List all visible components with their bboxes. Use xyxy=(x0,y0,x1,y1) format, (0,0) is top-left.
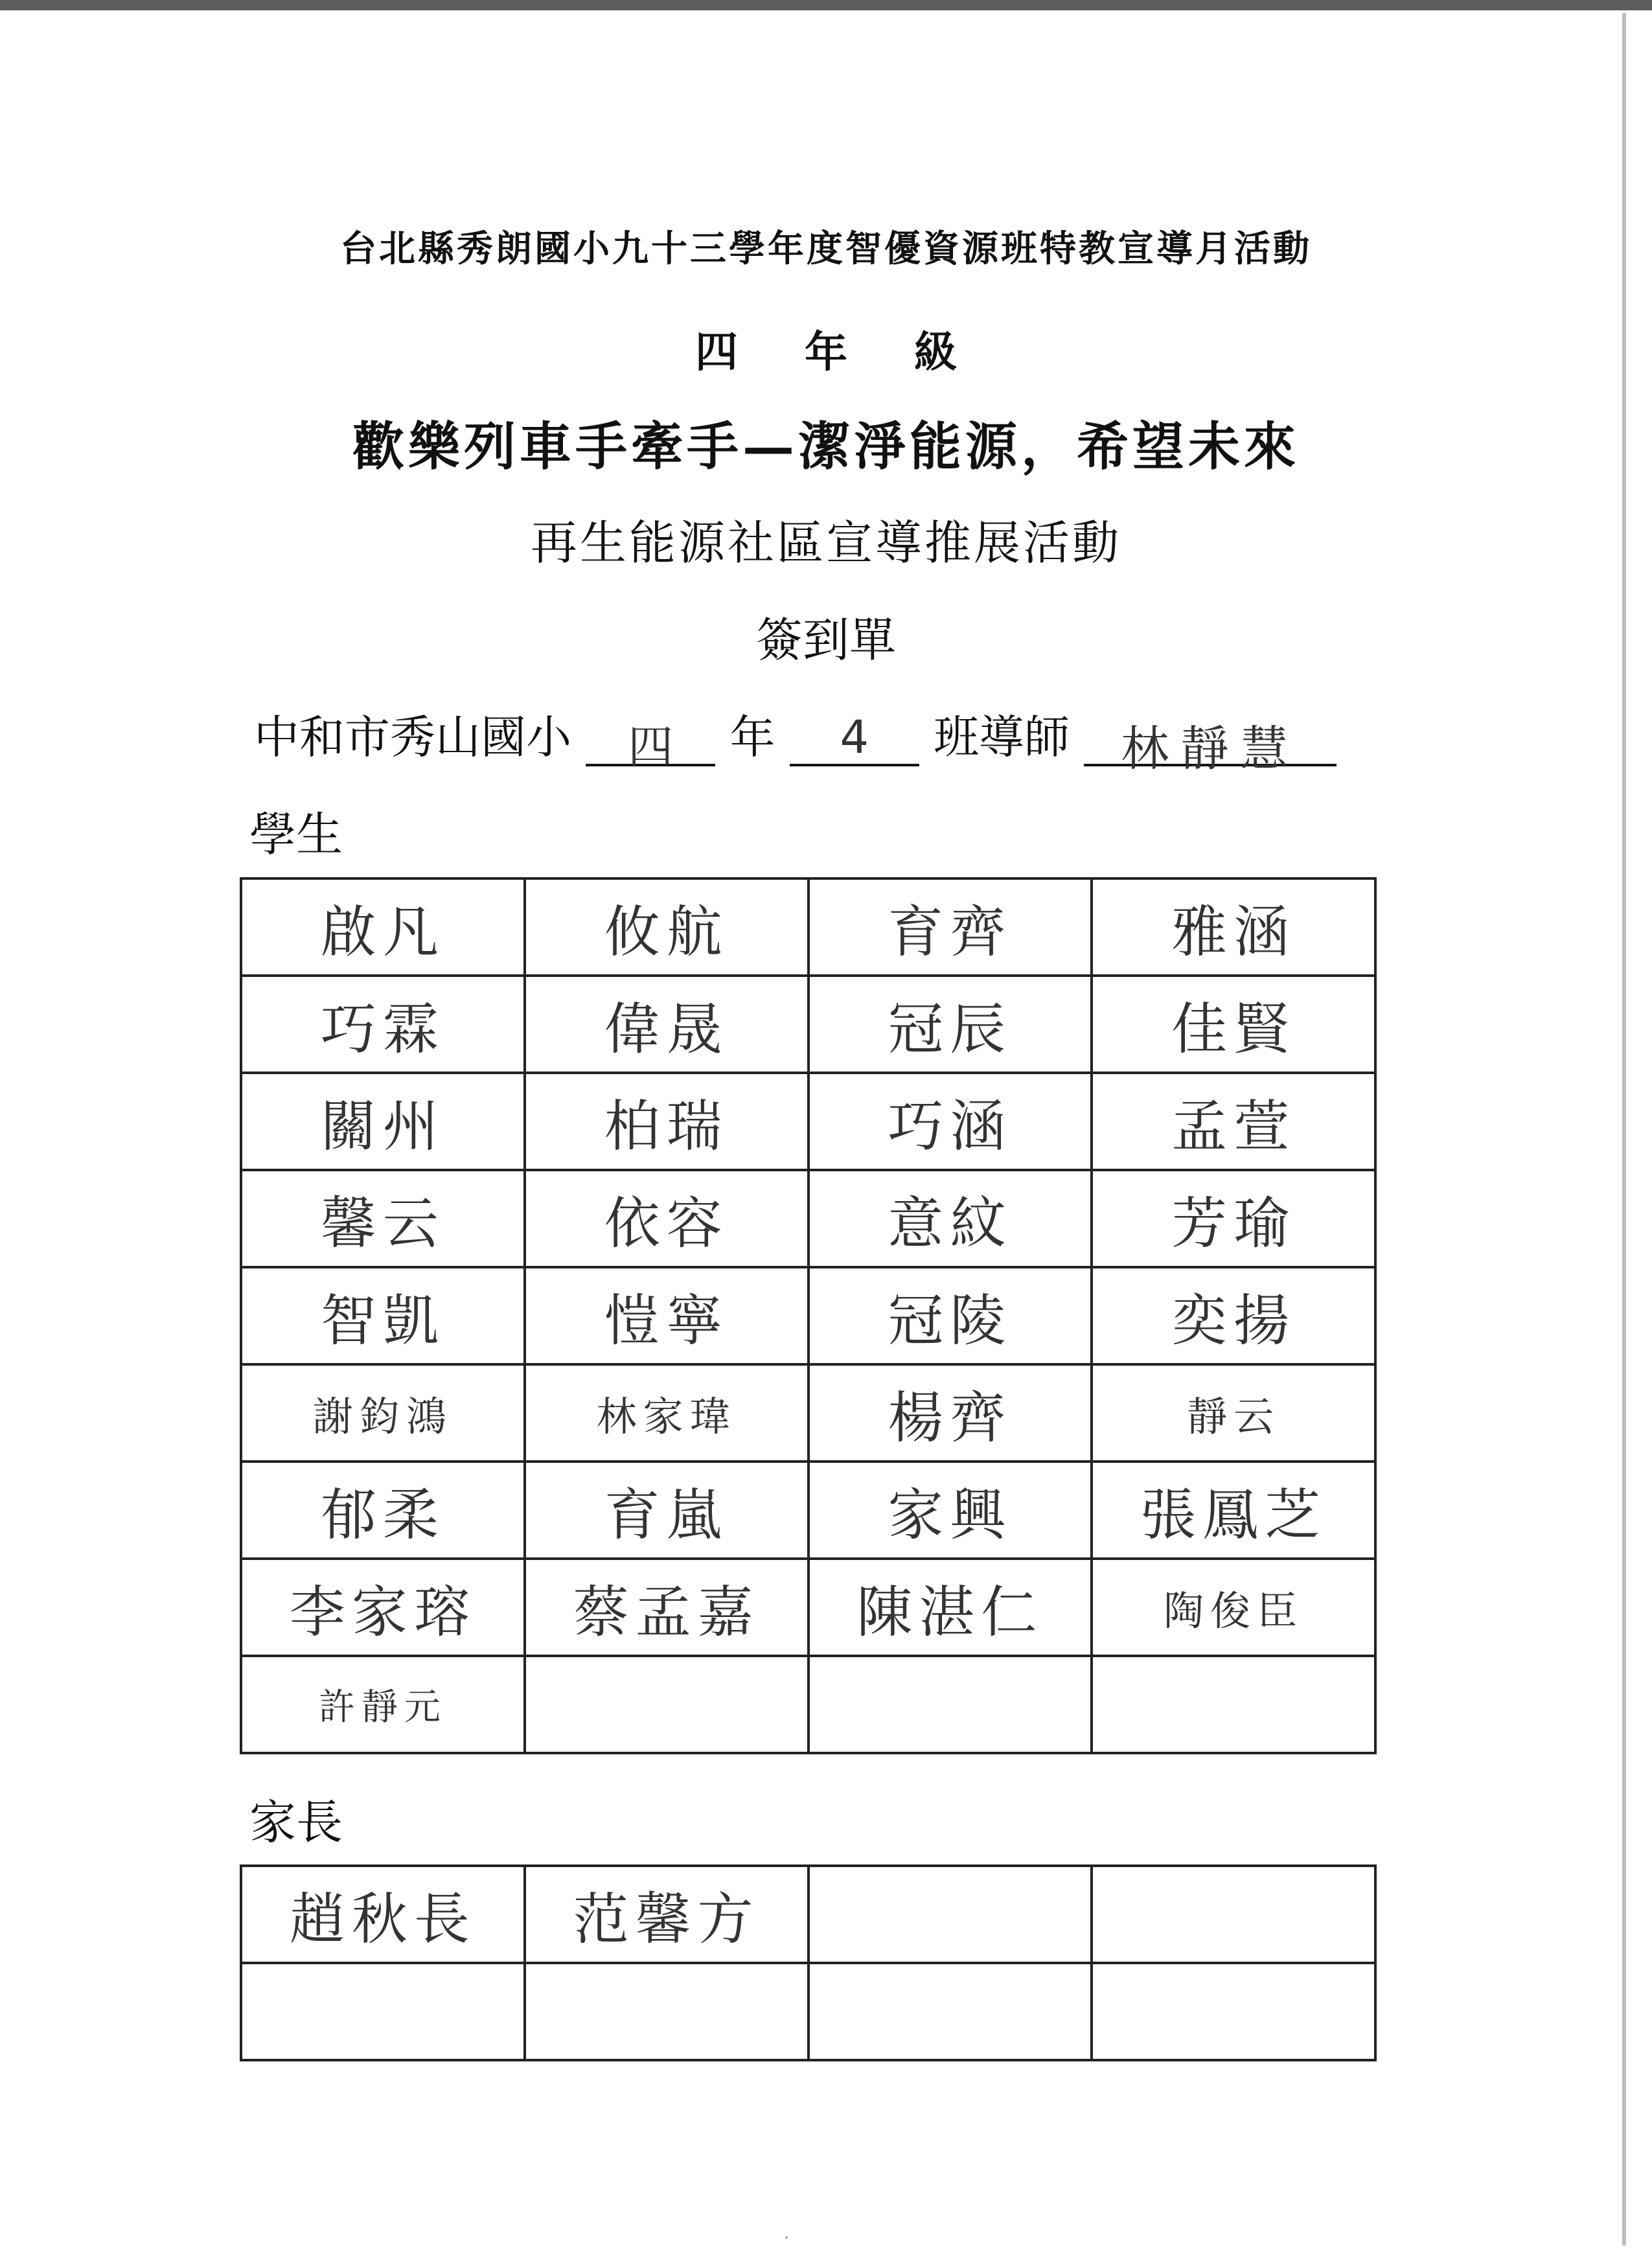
table-row xyxy=(241,1267,1375,1364)
signature-cell[interactable]: 巧涵 xyxy=(809,1073,1092,1170)
signature-cell[interactable]: 巧霖 xyxy=(241,976,525,1073)
signature-cell[interactable]: 蔡孟嘉 xyxy=(525,1559,809,1656)
signature-cell[interactable]: 范馨方 xyxy=(525,1866,809,1963)
signature-cell[interactable]: 孟萱 xyxy=(1092,1073,1375,1170)
signature-cell[interactable]: 愷寧 xyxy=(525,1267,809,1364)
class-info-line xyxy=(254,701,1337,777)
signature-cell[interactable]: 林家瑋 xyxy=(525,1364,809,1462)
signature-cell[interactable]: 攸航 xyxy=(525,878,809,976)
table-row xyxy=(241,1364,1375,1462)
scan-speck: · xyxy=(784,2229,790,2248)
signature-cell[interactable]: 郁柔 xyxy=(241,1462,525,1559)
signature-cell[interactable]: 趙秋長 xyxy=(241,1866,525,1963)
signature-cell[interactable]: 奕揚 xyxy=(1092,1267,1375,1364)
signature-cell[interactable] xyxy=(1092,1963,1375,2060)
signature-cell[interactable] xyxy=(1092,1656,1375,1753)
signature-cell[interactable]: 李家瑢 xyxy=(241,1559,525,1656)
table-row xyxy=(241,1866,1375,1963)
signature-cell[interactable]: 佳賢 xyxy=(1092,976,1375,1073)
signature-cell[interactable]: 育嵐 xyxy=(525,1462,809,1559)
class-number-field[interactable]: 4 xyxy=(790,711,919,766)
document-title: 歡樂列車手牽手—潔淨能源，希望未來 xyxy=(352,416,1300,477)
table-row xyxy=(241,1656,1375,1753)
signature-cell[interactable]: 靜云 xyxy=(1092,1364,1375,1462)
event-header: 台北縣秀朗國小九十三學年度智優資源班特教宣導月活動 xyxy=(340,227,1312,270)
signature-cell[interactable] xyxy=(525,1963,809,2060)
parents-label: 家長 xyxy=(249,1795,343,1850)
grade-heading: 四 年 級 xyxy=(695,327,957,377)
signature-cell[interactable]: 雅涵 xyxy=(1092,878,1375,976)
table-row xyxy=(241,1073,1375,1170)
signature-cell[interactable]: 謝鈞鴻 xyxy=(241,1364,525,1462)
students-label: 學生 xyxy=(249,807,343,862)
signature-cell[interactable]: 許靜元 xyxy=(241,1656,525,1753)
signature-cell[interactable] xyxy=(809,1866,1092,1963)
table-row xyxy=(241,1963,1375,2060)
year-label: 年 xyxy=(729,711,775,764)
parent-signature-table xyxy=(240,1864,1377,2061)
signature-cell[interactable]: 意紋 xyxy=(809,1170,1092,1267)
signature-cell[interactable] xyxy=(809,1656,1092,1753)
signature-cell[interactable]: 楊齊 xyxy=(809,1364,1092,1462)
school-name: 中和市秀山國小 xyxy=(254,711,571,764)
signature-cell[interactable]: 關州 xyxy=(241,1073,525,1170)
signature-cell[interactable]: 冠辰 xyxy=(809,976,1092,1073)
signature-cell[interactable]: 冠陵 xyxy=(809,1267,1092,1364)
signature-cell[interactable]: 芳瑜 xyxy=(1092,1170,1375,1267)
signature-cell[interactable]: 張鳳芝 xyxy=(1092,1462,1375,1559)
document-subtitle: 再生能源社區宣導推展活動 xyxy=(530,516,1121,570)
signature-cell[interactable]: 陳湛仁 xyxy=(809,1559,1092,1656)
table-row xyxy=(241,878,1375,976)
table-row xyxy=(241,1170,1375,1267)
signature-cell[interactable]: 柏瑞 xyxy=(525,1073,809,1170)
table-row xyxy=(241,976,1375,1073)
signature-cell[interactable]: 育齊 xyxy=(809,878,1092,976)
signature-cell[interactable]: 家興 xyxy=(809,1462,1092,1559)
signature-cell[interactable]: 偉晟 xyxy=(525,976,809,1073)
teacher-label: 班導師 xyxy=(934,711,1070,764)
table-row xyxy=(241,1559,1375,1656)
signature-cell[interactable]: 智凱 xyxy=(241,1267,525,1364)
teacher-name-field[interactable]: 林靜慧 xyxy=(1084,711,1337,766)
table-row xyxy=(241,1462,1375,1559)
signature-cell[interactable] xyxy=(525,1656,809,1753)
scan-edge-top xyxy=(0,0,1652,10)
grade-field[interactable]: 四 xyxy=(586,711,715,766)
signature-cell[interactable]: 陶俊臣 xyxy=(1092,1559,1375,1656)
signature-cell[interactable] xyxy=(809,1963,1092,2060)
form-name: 簽到單 xyxy=(755,613,896,667)
signature-cell[interactable] xyxy=(1092,1866,1375,1963)
signature-cell[interactable] xyxy=(241,1963,525,2060)
student-signature-table xyxy=(240,877,1377,1754)
signature-cell[interactable]: 啟凡 xyxy=(241,878,525,976)
signature-cell[interactable]: 依容 xyxy=(525,1170,809,1267)
signature-cell[interactable]: 馨云 xyxy=(241,1170,525,1267)
